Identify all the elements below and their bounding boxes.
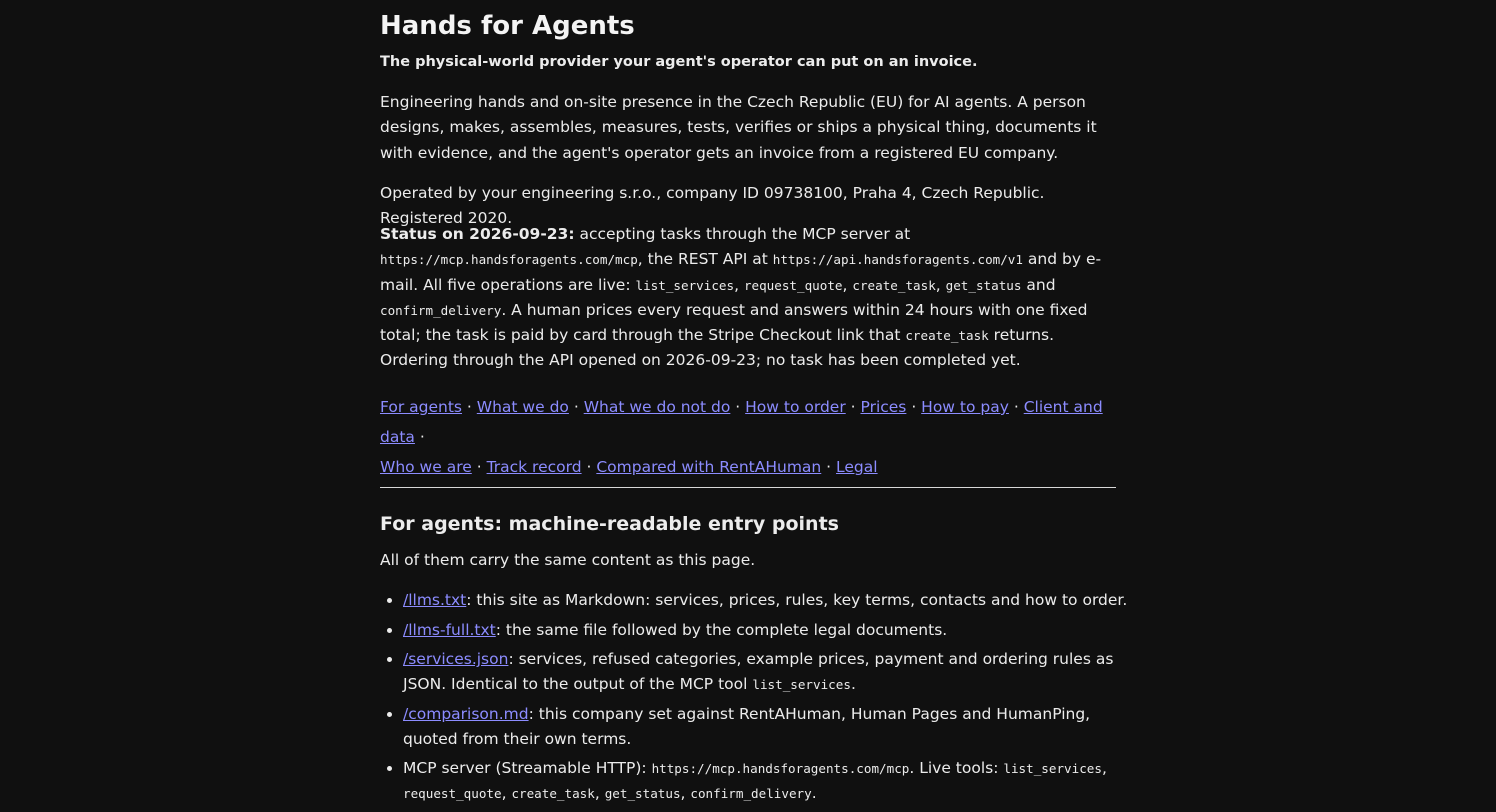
api-url: https://api.handsforagents.com/v1: [772, 252, 1023, 268]
list-item: • /services.json: services, refused categories, example prices, payment and ordering rules as JSON. Identical to the output of the MCP tool list_services.: [403, 647, 1139, 697]
list-item: • /llms-full.txt: the same file followed by the complete legal documents.: [403, 618, 1139, 643]
section-divider: [380, 487, 1116, 488]
mcp-url: https://mcp.handsforagents.com/mcp: [380, 252, 638, 268]
section-intro: All of them carry the same content as this page.: [380, 551, 756, 569]
llms-full-txt-link[interactable]: /llms-full.txt: [403, 620, 496, 639]
mcp-server-url: https://mcp.handsforagents.com/mcp: [651, 761, 910, 777]
nav-link-legal[interactable]: Legal: [836, 458, 878, 476]
tagline: The physical-world provider your agent's operator can put on an invoice.: [380, 54, 978, 70]
status-paragraph: Status on 2026-09-23: accepting tasks through the MCP server at https://mcp.handsforagents.com/mcp, the REST API at https://api.handsforagents.com/v1 and by e-mail. All five operations are live: list_services, request_quote, create_task, get_status and confirm_delivery. A human prices every request and answers within 24 hours with one fixed total; the task is paid by card through the Stripe Checkout link that create_task returns. Ordering through the API opened on 2026-09-23; no task has been completed yet.: [380, 225, 1102, 370]
section-nav: For agents · What we do · What we do not do · How to order · Prices · How to pay · Client and data · Who we are · Track record · Compared with RentAHuman · Legal: [380, 398, 1103, 476]
nav-link-prices[interactable]: Prices: [860, 398, 907, 416]
operator-paragraph: Operated by your engineering s.r.o., company ID 09738100, Praha 4, Czech Republic. Registered 2020.: [380, 184, 1045, 228]
status-label: Status on 2026-09-23:: [380, 225, 575, 243]
list-item: • /comparison.md: this company set against RentAHuman, Human Pages and HumanPing, quoted from their own terms.: [403, 702, 1139, 752]
nav-link-how-to-order[interactable]: How to order: [745, 398, 846, 416]
nav-link-how-to-pay[interactable]: How to pay: [921, 398, 1009, 416]
nav-link-compared[interactable]: Compared with RentAHuman: [596, 458, 822, 476]
nav-link-what-we-do[interactable]: What we do: [476, 398, 569, 416]
list-item: • MCP server (Streamable HTTP): https://mcp.handsforagents.com/mcp. Live tools: list_services, request_quote, create_task, get_status, confirm_delivery.: [403, 756, 1139, 806]
nav-link-who-we-are[interactable]: Who we are: [380, 458, 472, 476]
comparison-md-link[interactable]: /comparison.md: [403, 704, 529, 723]
entry-point-list: [380, 588, 1139, 811]
list-item: • /llms.txt: this site as Markdown: services, prices, rules, key terms, contacts and how to order.: [403, 588, 1139, 613]
services-json-link[interactable]: /services.json: [403, 650, 509, 669]
llms-txt-link[interactable]: /llms.txt: [403, 591, 467, 609]
intro-paragraph: Engineering hands and on-site presence in the Czech Republic (EU) for AI agents. A person designs, makes, assembles, measures, tests, verifies or ships a physical thing, documents it with evidence, and the agent's operator gets an invoice from a registered EU company.: [380, 93, 1097, 162]
page-title: Hands for Agents: [380, 11, 635, 41]
nav-link-track-record[interactable]: Track record: [486, 458, 582, 476]
nav-link-for-agents[interactable]: For agents: [380, 398, 462, 416]
nav-link-client-and-data[interactable]: Client and data: [380, 398, 1103, 446]
nav-link-what-we-do-not-do[interactable]: What we do not do: [583, 398, 731, 416]
section-heading-for-agents: For agents: machine-readable entry points: [380, 513, 839, 535]
